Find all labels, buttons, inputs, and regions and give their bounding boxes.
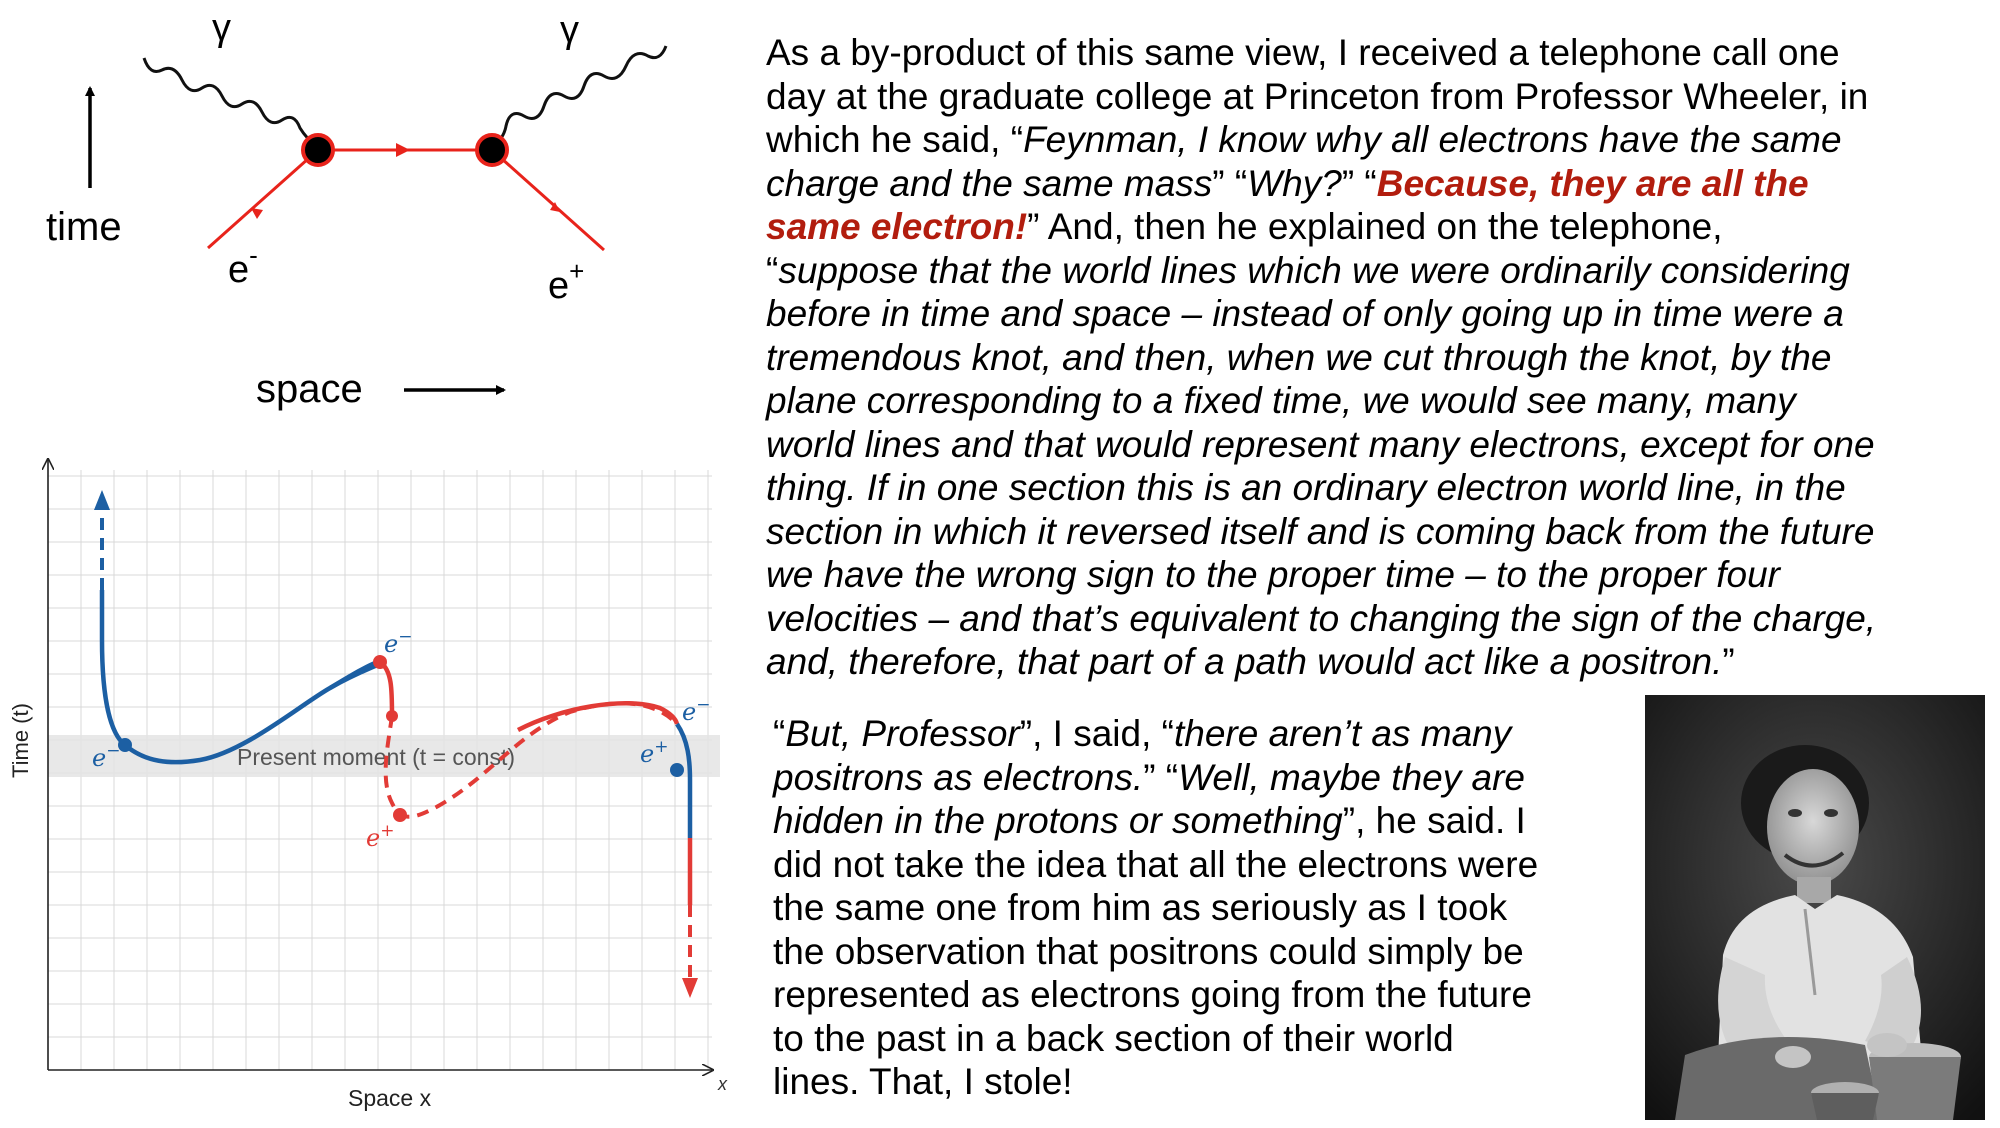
- quote-line: [773, 843, 1538, 887]
- quote-text: which he said, “: [766, 119, 1024, 160]
- quote-line: [766, 379, 1876, 423]
- quote-text: section in which it reversed itself and is coming back from the future: [766, 510, 1875, 552]
- present-moment-label: Present moment (t = const): [237, 744, 516, 770]
- photon-line-left: [144, 58, 318, 148]
- particle-label-base: e: [366, 824, 381, 852]
- quote-line: [773, 930, 1538, 974]
- portrait-photo: [1645, 695, 1985, 1120]
- quote-line: [766, 466, 1876, 510]
- space-axis-end-label: x: [718, 1074, 727, 1094]
- quote-paragraph-2: [773, 712, 1538, 1104]
- quote-text: ”: [1722, 641, 1735, 682]
- event-point-electron-right: [670, 763, 684, 777]
- quote-line: [766, 205, 1876, 249]
- quote-text: Why?: [1247, 162, 1342, 204]
- quote-line: [766, 162, 1876, 206]
- particle-label-sup: −: [106, 741, 121, 761]
- electron-segment-1b: [330, 662, 378, 688]
- space-label: space: [256, 367, 363, 411]
- positron-label: [548, 256, 584, 307]
- particle-label-sup: +: [380, 821, 395, 841]
- quote-text: ” “: [1143, 756, 1179, 798]
- internal-propagator: [318, 143, 492, 157]
- quote-text: before in time and space – instead of only going up in time were a: [766, 293, 1844, 334]
- photon-line-right: [492, 46, 666, 148]
- quote-line: [766, 31, 1876, 75]
- vertex-left: [303, 135, 333, 165]
- quote-text: thing. If in one section this is an ordinary electron world line, in the: [766, 467, 1846, 508]
- quote-line: [773, 1060, 1538, 1104]
- positron-turnback: [380, 662, 392, 716]
- quote-text: ” “: [1341, 162, 1377, 204]
- vertex-right: [477, 135, 507, 165]
- particle-label-e-minus-right: [682, 695, 710, 726]
- quote-highlight: Because, they are all the: [1376, 162, 1809, 204]
- particle-label-base: e: [682, 698, 697, 726]
- quote-line: [766, 249, 1876, 293]
- quote-line: [766, 292, 1876, 336]
- space-axis-label: Space x: [348, 1085, 432, 1111]
- quote-line: [766, 75, 1876, 119]
- quote-text: velocities – and that’s equivalent to changing the sign of the charge,: [766, 597, 1877, 639]
- positron-line: [492, 150, 604, 250]
- positron-past-arrow: [682, 978, 698, 998]
- quote-text: Feynman, I know why all electrons have the same: [1023, 119, 1842, 160]
- quote-line: [766, 423, 1876, 467]
- quote-line: [773, 799, 1538, 843]
- quote-text: did not take the idea that all the electrons were: [773, 843, 1539, 885]
- quote-text: world lines and that would represent many electrons, except for one: [766, 423, 1875, 465]
- worldline-diagram: [0, 440, 740, 1128]
- particle-label-base: e: [384, 630, 399, 658]
- quote-text: tremendous knot, and then, when we cut through the knot, by the: [766, 336, 1832, 378]
- quote-line: [766, 510, 1876, 554]
- quote-text: “: [773, 713, 786, 754]
- positron-label-base: e: [548, 265, 570, 307]
- quote-text: hidden in the protons or something: [773, 800, 1343, 841]
- electron-label-sup: -: [249, 240, 258, 270]
- quote-text: “: [766, 249, 779, 291]
- event-point-positron-bottom: [393, 808, 407, 822]
- quote-line: [773, 756, 1538, 800]
- positron-label-sup: +: [569, 256, 585, 286]
- quote-text: But, Professor: [785, 713, 1020, 754]
- quote-text: represented as electrons going from the future: [773, 974, 1532, 1015]
- quote-text: ” And, then he explained on the telephone,: [1027, 206, 1723, 247]
- quote-line: [773, 712, 1538, 756]
- electron-line: [208, 150, 318, 248]
- quote-text: the observation that positrons could simply be: [773, 930, 1524, 972]
- quote-line: [766, 336, 1876, 380]
- photon-label-right: γ: [560, 9, 579, 51]
- quote-highlight: same electron!: [766, 206, 1028, 247]
- quote-line: [766, 118, 1876, 162]
- particle-label-e-plus-bottom: [366, 821, 394, 852]
- quote-text: the same one from him as seriously as I took: [773, 887, 1508, 928]
- quote-text: charge and the same mass: [766, 162, 1213, 204]
- quote-line: [773, 886, 1538, 930]
- electron-future-arrow: [94, 490, 110, 510]
- electron-label-base: e: [228, 249, 250, 291]
- electron-label: [228, 240, 258, 291]
- quote-text: Well, maybe they are: [1178, 756, 1525, 798]
- quote-line: [766, 553, 1876, 597]
- quote-text: day at the graduate college at Princeton from Professor Wheeler, in: [766, 75, 1869, 117]
- quote-text: and, therefore, that part of a path would act like a positron.: [766, 641, 1723, 682]
- quote-text: there aren’t as many: [1173, 713, 1512, 754]
- quote-paragraph-1: [766, 31, 1876, 684]
- quote-line: [773, 1017, 1538, 1061]
- particle-label-base: e: [92, 744, 107, 772]
- particle-label-sup: −: [696, 695, 711, 715]
- time-axis-label: Time (t): [8, 703, 33, 778]
- photon-label-left: γ: [212, 7, 231, 49]
- quote-line: [773, 973, 1538, 1017]
- quote-text: As a by-product of this same view, I received a telephone call one: [766, 32, 1840, 73]
- particle-label-sup: −: [398, 627, 413, 647]
- quote-text: ”, he said. I: [1342, 800, 1526, 841]
- feynman-diagram: [0, 0, 720, 440]
- quote-text: lines. That, I stole!: [773, 1061, 1073, 1102]
- quote-text: plane corresponding to a fixed time, we would see many, many: [766, 380, 1796, 421]
- time-label: time: [46, 205, 122, 249]
- quote-text: positrons as electrons.: [773, 756, 1144, 798]
- particle-label-sup: +: [654, 737, 669, 757]
- event-point-turn-mid: [386, 710, 398, 722]
- particle-label-e-minus-top: [384, 627, 412, 658]
- quote-text: ”, I said, “: [1019, 713, 1174, 754]
- quote-text: ” “: [1212, 162, 1248, 204]
- quote-line: [766, 640, 1876, 684]
- quote-line: [766, 597, 1876, 641]
- quote-text: we have the wrong sign to the proper time – to the proper four: [766, 554, 1780, 595]
- particle-label-base: e: [640, 740, 655, 768]
- quote-text: suppose that the world lines which we were ordinarily considering: [778, 249, 1850, 291]
- quote-text: to the past in a back section of their world: [773, 1017, 1454, 1059]
